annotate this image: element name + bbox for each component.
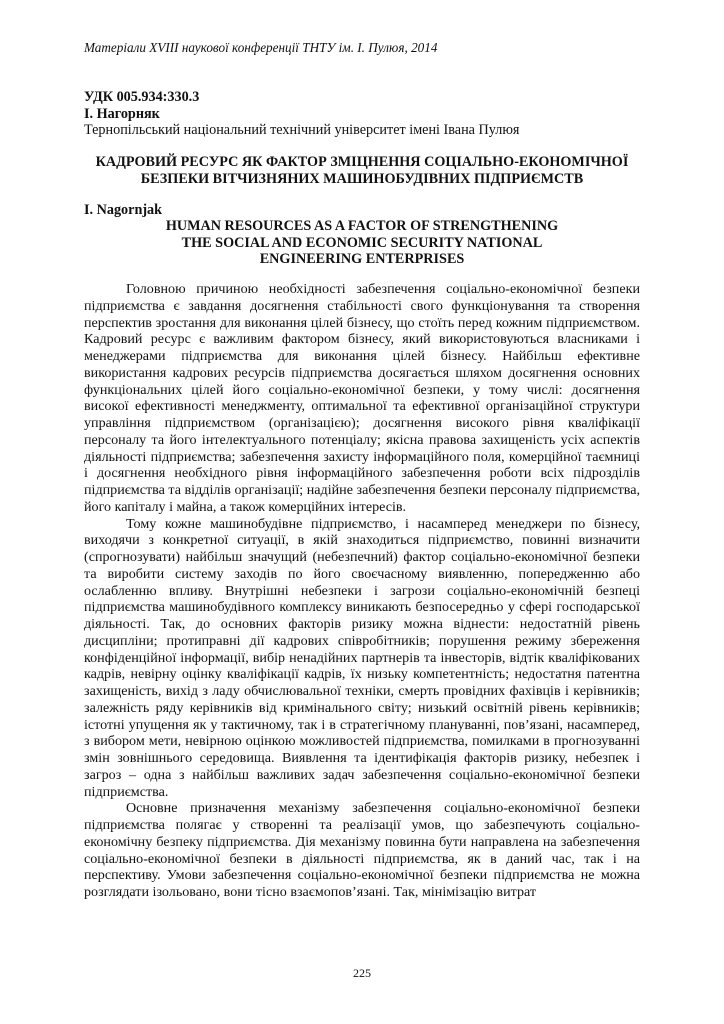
document-page bbox=[84, 0, 640, 1024]
title-en bbox=[84, 218, 640, 268]
page-number: 225 bbox=[353, 966, 371, 980]
title-en-line: HUMAN RESOURCES AS A FACTOR OF STRENGTHENING bbox=[165, 218, 559, 234]
author-ua: І. Нагорняк bbox=[84, 106, 160, 122]
title-en-line: THE SOCIAL AND ECONOMIC SECURITY NATIONAL bbox=[181, 234, 543, 251]
body-paragraph: Основне призначення механізму забезпечення соціально-економічної безпеки підприємства полягає у створенні та реалізації умов, що забезпечують соціально-економічну безпеку підприємства. Дія механізму повинна бути направлена на забезпечення соціально-економічної безпеки в діяльності підприємства, як в даний час, так і на перспективу. Умови забезпечення соціально-економічної безпеки підприємства не можна розглядати ізольовано, вони тісно взаємопов’язані. Так, мінімізацію витрат bbox=[84, 800, 640, 900]
author-en: I. Nagornjak bbox=[84, 202, 163, 218]
udc-code: УДК 005.934:330.3 bbox=[84, 89, 200, 105]
title-en-line: ENGINEERING ENTERPRISES bbox=[259, 251, 465, 267]
affiliation: Тернопільський національний технічний університет імені Івана Пулюя bbox=[84, 122, 520, 138]
title-ua-line: БЕЗПЕКИ ВІТЧИЗНЯНИХ МАШИНОБУДІВНИХ ПІДПРИЄМСТВ bbox=[140, 170, 584, 187]
running-header: Матеріали XVIII наукової конференції ТНТУ ім. І. Пулюя, 2014 bbox=[84, 40, 438, 55]
body-paragraph: Головною причиною необхідності забезпечення соціально-економічної безпеки підприємства є завдання досягнення стабільності свого функціонування та створення перспектив зростання для виконання цілей бізнесу, що стоїть перед кожним підприємством. Кадровий ресурс є важливим фактором бізнесу, який використовуються власниками і менеджерами підприємства для виконання цілей бізнесу. Найбільш ефективне використання кадрових ресурсів підприємства досягається шляхом досягнення основних функціональних цілей його соціально-економічної безпеки, у тому числі: досягнення високої ефективності менеджменту, оптимальної та ефективної організаційної структури управління підприємством (організацією); досягнення високого рівня кваліфікації персоналу та його інтелектуального потенціалу; якісна правова захищеність усіх аспектів діяльності підприємства; забезпечення захисту інформаційного поля, комерційної таємниці і досягнення необхідного рівня інформаційного забезпечення роботи всіх підрозділів підприємства та відділів організації; надійне забезпечення безпеки персоналу підприємства, його капіталу і майна, а також комерційних інтересів. bbox=[84, 281, 640, 515]
body-text bbox=[84, 281, 640, 901]
body-paragraph: Тому кожне машинобудівне підприємство, і насамперед менеджери по бізнесу, виходячи з конкретної ситуації, в якій знаходиться підприємство, повинні визначити (спрогнозувати) найбільш значущий (небезпечний) фактор соціально-економічної безпеки та виробити систему заходів по його своєчасному виявленню, попередженню або ослабленню впливу. Внутрішні небезпеки і загрози соціально-економічній безпеці підприємства машинобудівного комплексу виникають безпосередньо у сфері господарської діяльності. Так, до основних факторів ризику можна віднести: недостатній рівень дисципліни; протиправні дії кадрових співробітників; порушення режиму збереження конфіденційної інформації, вибір ненадійних партнерів та інвесторів, відтік кваліфікованих кадрів, невірну оцінку кваліфікації кадрів, їх низьку компетентність; недостатня патентна захищеність, вихід з ладу обчислювальної техніки, смерть провідних фахівців і керівників; залежність ряду керівників від кримінального світу; низький освітній рівень керівників; істотні упущення як у тактичному, так і в стратегічному плануванні, пов’язані, насамперед, з вибором мети, невірною оцінкою можливостей підприємства, помилками в прогнозуванні змін зовнішнього середовища. Виявлення та ідентифікація факторів ризику, небезпек і загроз – одна з найбільш важливих задач забезпечення соціально-економічної безпеки підприємства. bbox=[84, 515, 640, 800]
title-ua-line: КАДРОВИЙ РЕСУРС ЯК ФАКТОР ЗМІЦНЕННЯ СОЦІАЛЬНО-ЕКОНОМІЧНОЇ bbox=[95, 154, 629, 170]
title-ua bbox=[84, 154, 640, 187]
